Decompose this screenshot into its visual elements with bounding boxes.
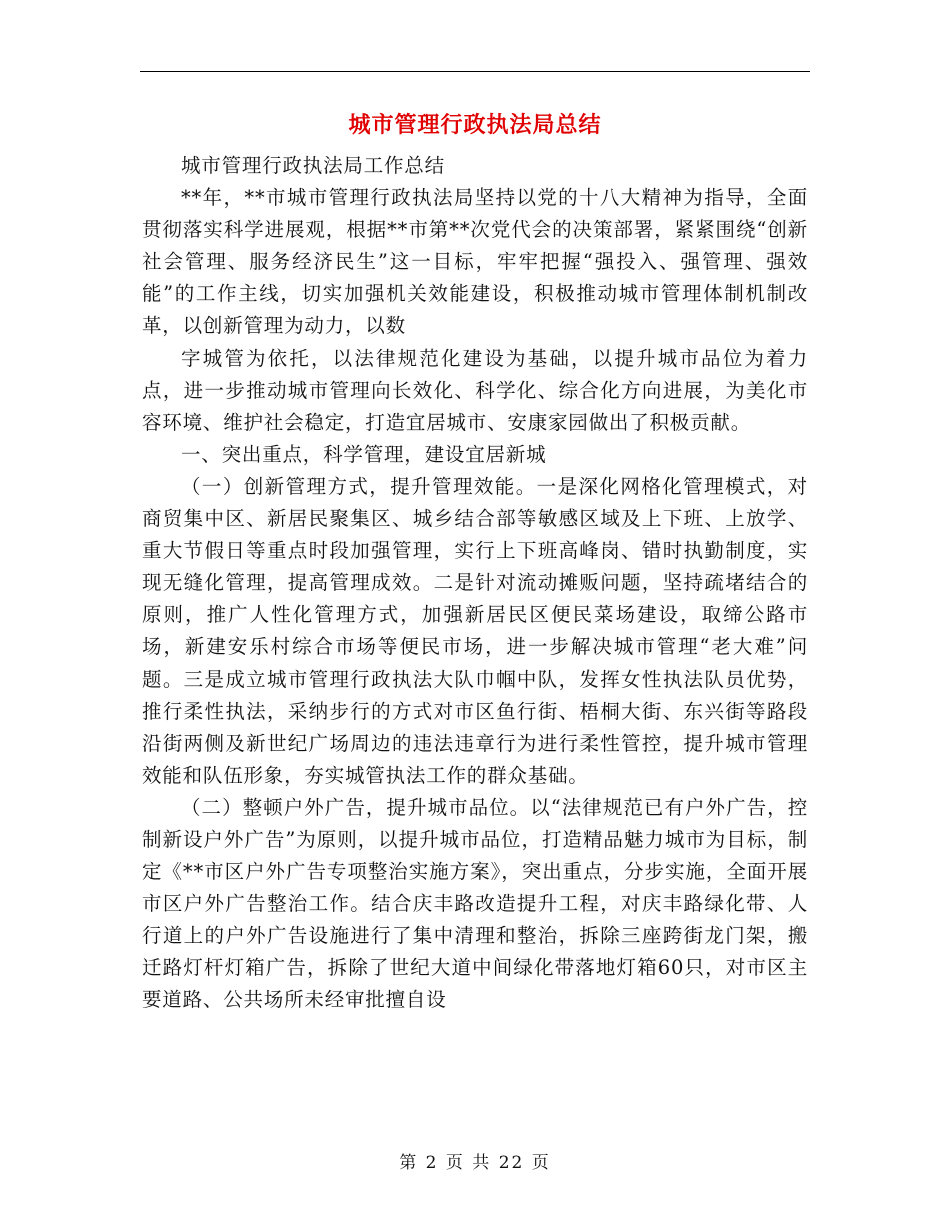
body-paragraph: **年，**市城市管理行政执法局坚持以党的十八大精神为指导，全面贯彻落实科学进展观，根据**市第**次党代会的决策部署，紧紧围绕“创新社会管理、服务经济民生”这一目标，牢牢把握“强投入、强管理、强效能”的工作主线，切实加强机关效能建设，积极推动城市管理体制机制改革，以创新管理为动力，以数 <box>142 186 808 338</box>
body-paragraph: 字城管为依托，以法律规范化建设为基础，以提升城市品位为着力点，进一步推动城市管理向长效化、科学化、综合化方向进展，为美化市容环境、维护社会稳定，打造宜居城市、安康家园做出了积极贡献。 <box>142 346 808 434</box>
body-paragraph: （一）创新管理方式，提升管理效能。一是深化网格化管理模式，对商贸集中区、新居民聚集区、城乡结合部等敏感区域及上下班、上放学、重大节假日等重点时段加强管理，实行上下班高峰岗、错时执勤制度，实现无缝化管理，提高管理成效。二是针对流动摊贩问题，坚持疏堵结合的原则，推广人性化管理方式，加强新居民区便民菜场建设，取缔公路市场，新建安乐村综合市场等便民市场，进一步解决城市管理“老大难”问题。三是成立城市管理行政执法大队巾帼中队，发挥女性执法队员优势，推行柔性执法，采纳步行的方式对市区鱼行街、梧桐大街、东兴街等路段沿街两侧及新世纪广场周边的违法违章行为进行柔性管控，提升城市管理效能和队伍形象，夯实城管执法工作的群众基础。 <box>142 474 808 787</box>
section-heading: 一、突出重点，科学管理，建设宜居新城 <box>181 442 547 466</box>
body-paragraph-subtitle: 城市管理行政执法局工作总结 <box>181 154 445 177</box>
body-paragraph: （二）整顿户外广告，提升城市品位。以“法律规范已有户外广告，控制新设户外广告”为原则，以提升城市品位，打造精品魅力城市为目标，制定《**市区户外广告专项整治实施方案》，突出重点，分步实施，全面开展市区户外广告整治工作。结合庆丰路改造提升工程，对庆丰路绿化带、人行道上的户外广告设施进行了集中清理和整治，拆除三座跨街龙门架，搬迁路灯杆灯箱广告，拆除了世纪大道中间绿化带落地灯箱60只，对市区主要道路、公共场所未经审批擅自设 <box>142 795 808 1012</box>
page-number-footer: 第 2 页 共 22 页 <box>399 1153 551 1173</box>
document-title: 城市管理行政执法局总结 <box>348 113 602 138</box>
document-body <box>142 150 808 1017</box>
header-rule <box>140 71 810 72</box>
